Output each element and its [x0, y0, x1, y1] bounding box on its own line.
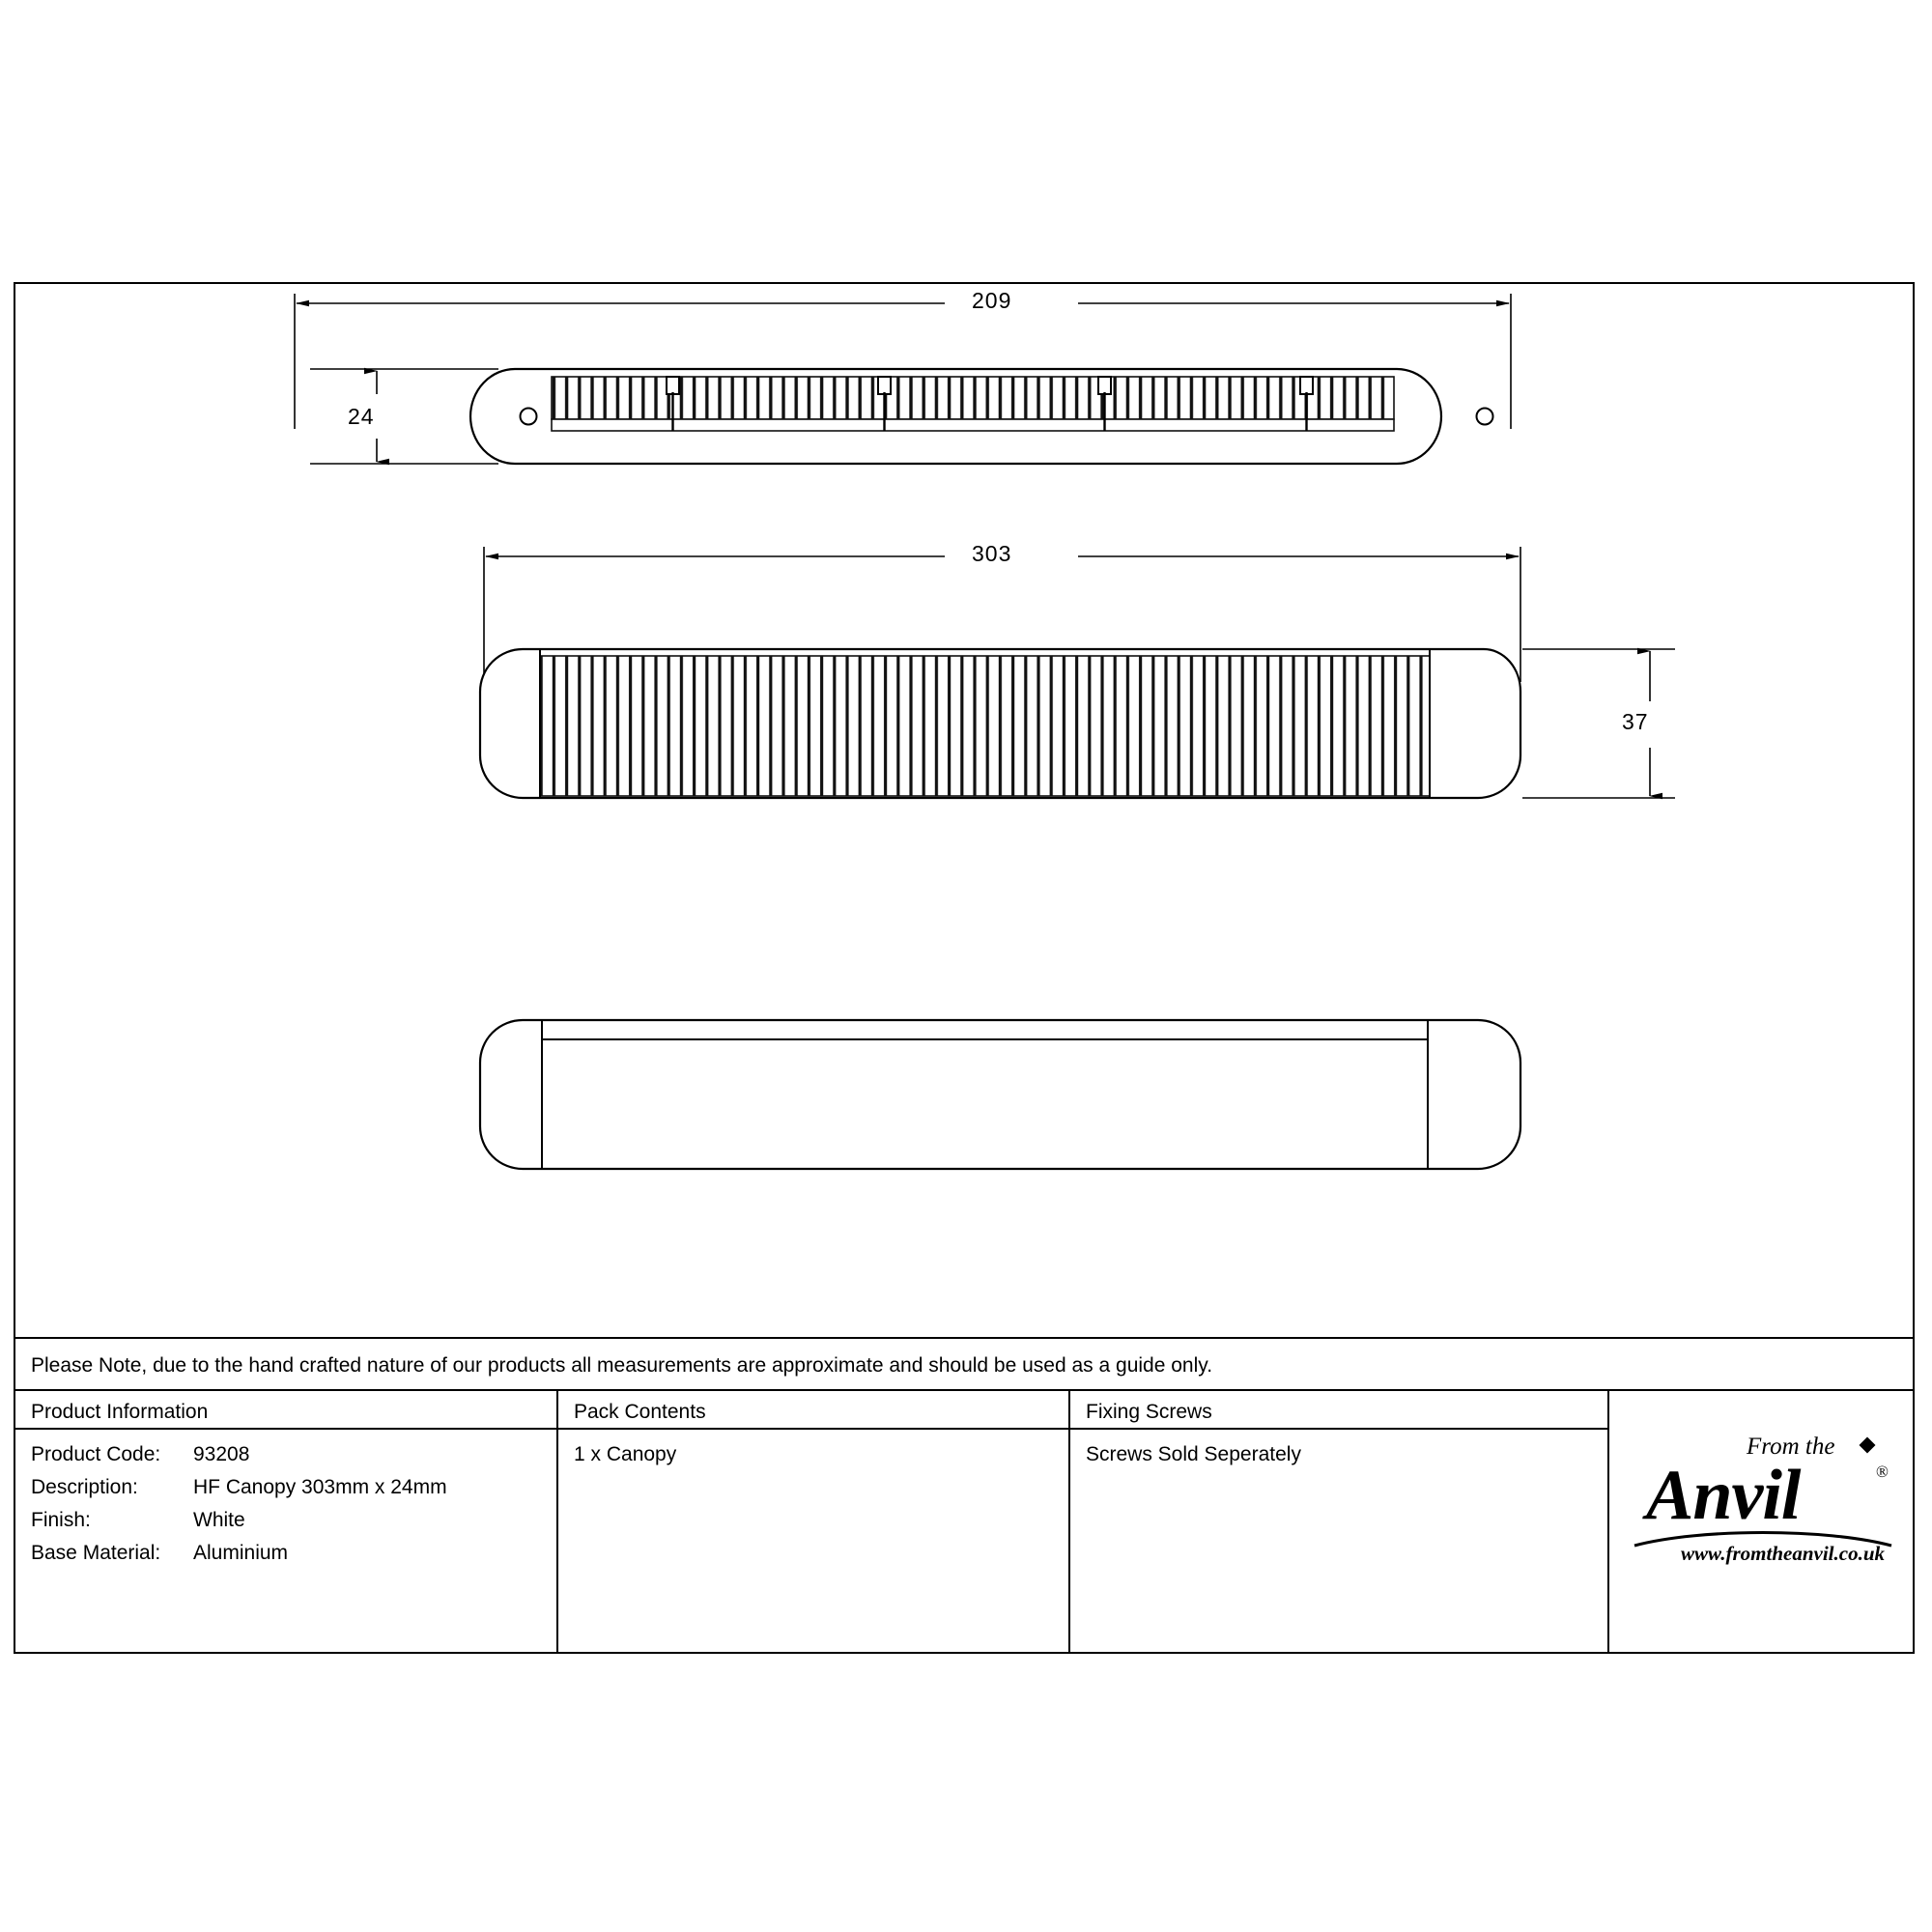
- description-row: [31, 1476, 447, 1499]
- brand-logo-inner: [1627, 1434, 1895, 1598]
- plan-view-geometry: [480, 547, 1675, 798]
- dimension-label-303: 303: [972, 541, 1012, 566]
- diamond-icon: [1860, 1437, 1876, 1454]
- drawing-sheet: [14, 282, 1915, 1654]
- info-table: [15, 1391, 1913, 1654]
- fixing-screws-heading: [1070, 1391, 1607, 1430]
- base-material-label: Base Material:: [31, 1542, 161, 1565]
- pack-contents-column: [558, 1391, 1068, 1654]
- dimension-label-37: 37: [1622, 709, 1649, 734]
- logo-from-the-text: From the: [1747, 1434, 1835, 1460]
- side-view-geometry: [480, 1020, 1520, 1169]
- finish-label: Finish:: [31, 1509, 91, 1532]
- pack-contents-item: 1 x Canopy: [574, 1443, 677, 1465]
- product-code-value: 93208: [193, 1443, 250, 1465]
- base-material-row: [31, 1542, 447, 1565]
- pack-contents-body: [574, 1443, 676, 1476]
- product-information-heading: [15, 1391, 556, 1430]
- fixing-screws-item: Screws Sold Seperately: [1086, 1443, 1301, 1465]
- dimension-label-24: 24: [348, 404, 375, 429]
- measurement-note: Please Note, due to the hand crafted nature of our products all measurements are approximate and should be used as a guide only.: [31, 1354, 1213, 1377]
- technical-drawing-svg: [15, 284, 1913, 1337]
- finish-row: [31, 1509, 447, 1532]
- fixing-screws-body: [1086, 1443, 1301, 1476]
- fixing-screws-heading-label: Fixing Screws: [1086, 1401, 1212, 1423]
- product-information-heading-label: Product Information: [31, 1401, 209, 1423]
- finish-value: White: [193, 1509, 245, 1532]
- pack-contents-heading: [558, 1391, 1068, 1430]
- logo-anvil-text: Anvil: [1646, 1456, 1801, 1535]
- brand-logo: [1609, 1391, 1913, 1654]
- logo-website-url: www.fromtheanvil.co.uk: [1681, 1542, 1885, 1565]
- fixing-screws-column: [1070, 1391, 1607, 1654]
- pack-contents-heading-label: Pack Contents: [574, 1401, 706, 1423]
- base-material-value: Aluminium: [193, 1542, 289, 1565]
- product-code-label: Product Code:: [31, 1443, 161, 1465]
- description-label: Description:: [31, 1476, 138, 1499]
- front-view-geometry: [295, 294, 1511, 464]
- description-value: HF Canopy 303mm x 24mm: [193, 1476, 447, 1499]
- note-row: [15, 1337, 1913, 1391]
- drawing-area: [15, 284, 1913, 1337]
- product-code-row: [31, 1443, 447, 1466]
- product-information-body: [31, 1443, 447, 1576]
- product-information-column: [15, 1391, 556, 1654]
- dimension-label-209: 209: [972, 288, 1012, 313]
- registered-trademark-icon: ®: [1876, 1463, 1889, 1481]
